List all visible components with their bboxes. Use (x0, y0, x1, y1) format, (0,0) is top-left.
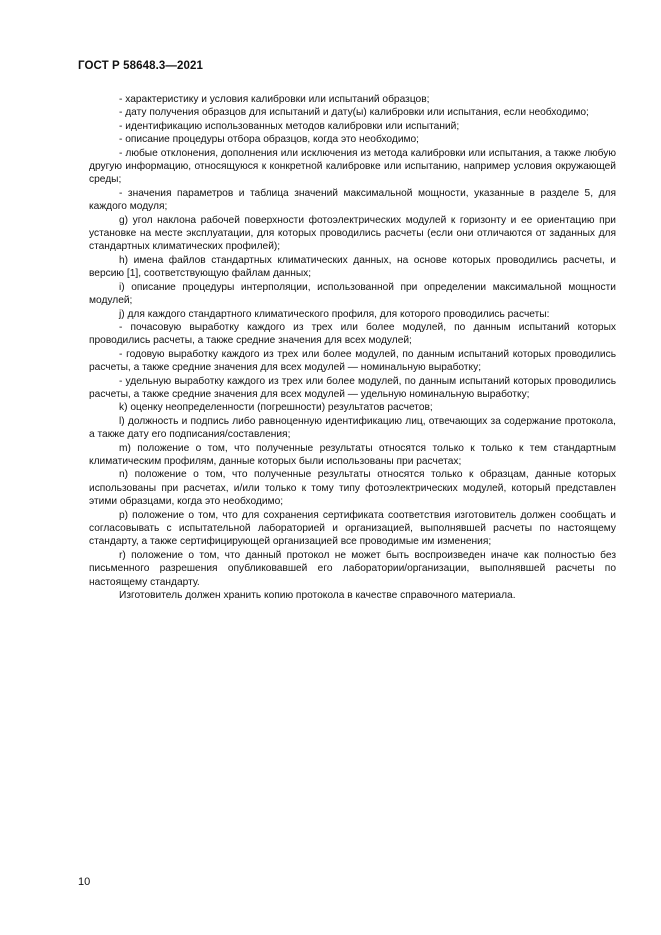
paragraph: j) для каждого стандартного климатического профиля, для которого проводились расчеты: (119, 308, 550, 320)
document-body (89, 93, 616, 602)
paragraph: k) оценку неопределенности (погрешности) результатов расчетов; (119, 402, 433, 414)
paragraph: l) должность и подпись либо равноценную идентификацию лиц, отвечающих за содержание протокола, а также дату его подписания/составления; (89, 415, 616, 441)
paragraph: - любые отклонения, дополнения или исключения из метода калибровки или испытания, а также любую другую информацию, относящуюся к конкретной калибровке или испытанию, например условия окружающей среды; (89, 147, 616, 186)
paragraph: - годовую выработку каждого из трех или более модулей, по данным испытаний которых проводились расчеты, а также средние значения для всех модулей — номинальную выработку; (89, 348, 616, 374)
paragraph: h) имена файлов стандартных климатических данных, на основе которых проводились расчеты, и версию [1], соответствующую файлам данных; (89, 254, 616, 280)
paragraph: - значения параметров и таблица значений максимальной мощности, указанные в разделе 5, для каждого модуля; (89, 187, 616, 213)
paragraph: - описание процедуры отбора образцов, когда это необходимо; (119, 134, 420, 146)
paragraph: m) положение о том, что полученные результаты относятся только к только к тем стандартным климатическим профилям, данные которых были использованы при расчетах; (89, 442, 616, 467)
paragraph: - удельную выработку каждого из трех или более модулей, по данным испытаний которых проводились расчеты, а также средние значения для всех модулей — удельную номинальную выработку; (89, 375, 616, 400)
paragraph: g) угол наклона рабочей поверхности фотоэлектрических модулей к горизонту и ее ориентацию при установке на месте эксплуатации, для которых проводились расчеты (если они отличаются от заданных для стандартных климатических профилей); (89, 214, 616, 253)
document-code-header: ГОСТ Р 58648.3—2021 (78, 60, 203, 72)
paragraph: - почасовую выработку каждого из трех или более модулей, по данным испытаний которых проводились расчеты, а также средние значения для всех модулей; (89, 321, 616, 347)
paragraph: p) положение о том, что для сохранения сертификата соответствия изготовитель должен сообщать и согласовывать с испытательной лабораторией и организацией, выполнявшей расчеты по настоящему стандарту, а также сертифицирующей организацией все проводимые им изменения; (89, 509, 616, 548)
paragraph: - характеристику и условия калибровки или испытаний образцов; (119, 94, 430, 105)
paragraph: Изготовитель должен хранить копию протокола в качестве справочного материала. (119, 590, 516, 602)
paragraph: - идентификацию использованных методов калибровки или испытаний; (119, 120, 460, 132)
paragraph: n) положение о том, что полученные результаты относятся только к образцам, данные которых использованы при расчетах, и/или только к тому типу фотоэлектрических модулей, который представлен этими образцами, когда это необходимо; (89, 469, 616, 508)
paragraph: r) положение о том, что данный протокол не может быть воспроизведен иначе как полностью без письменного разрешения опубликовавшей его лаборатории/организации, выполнявшей расчеты по настоящему стандарту. (89, 549, 616, 588)
paragraph: i) описание процедуры интерполяции, использованной при определении максимальной мощности модулей; (89, 281, 616, 307)
page-number: 10 (78, 876, 91, 888)
paragraph: - дату получения образцов для испытаний и дату(ы) калибровки или испытания, если необходимо; (119, 107, 589, 119)
